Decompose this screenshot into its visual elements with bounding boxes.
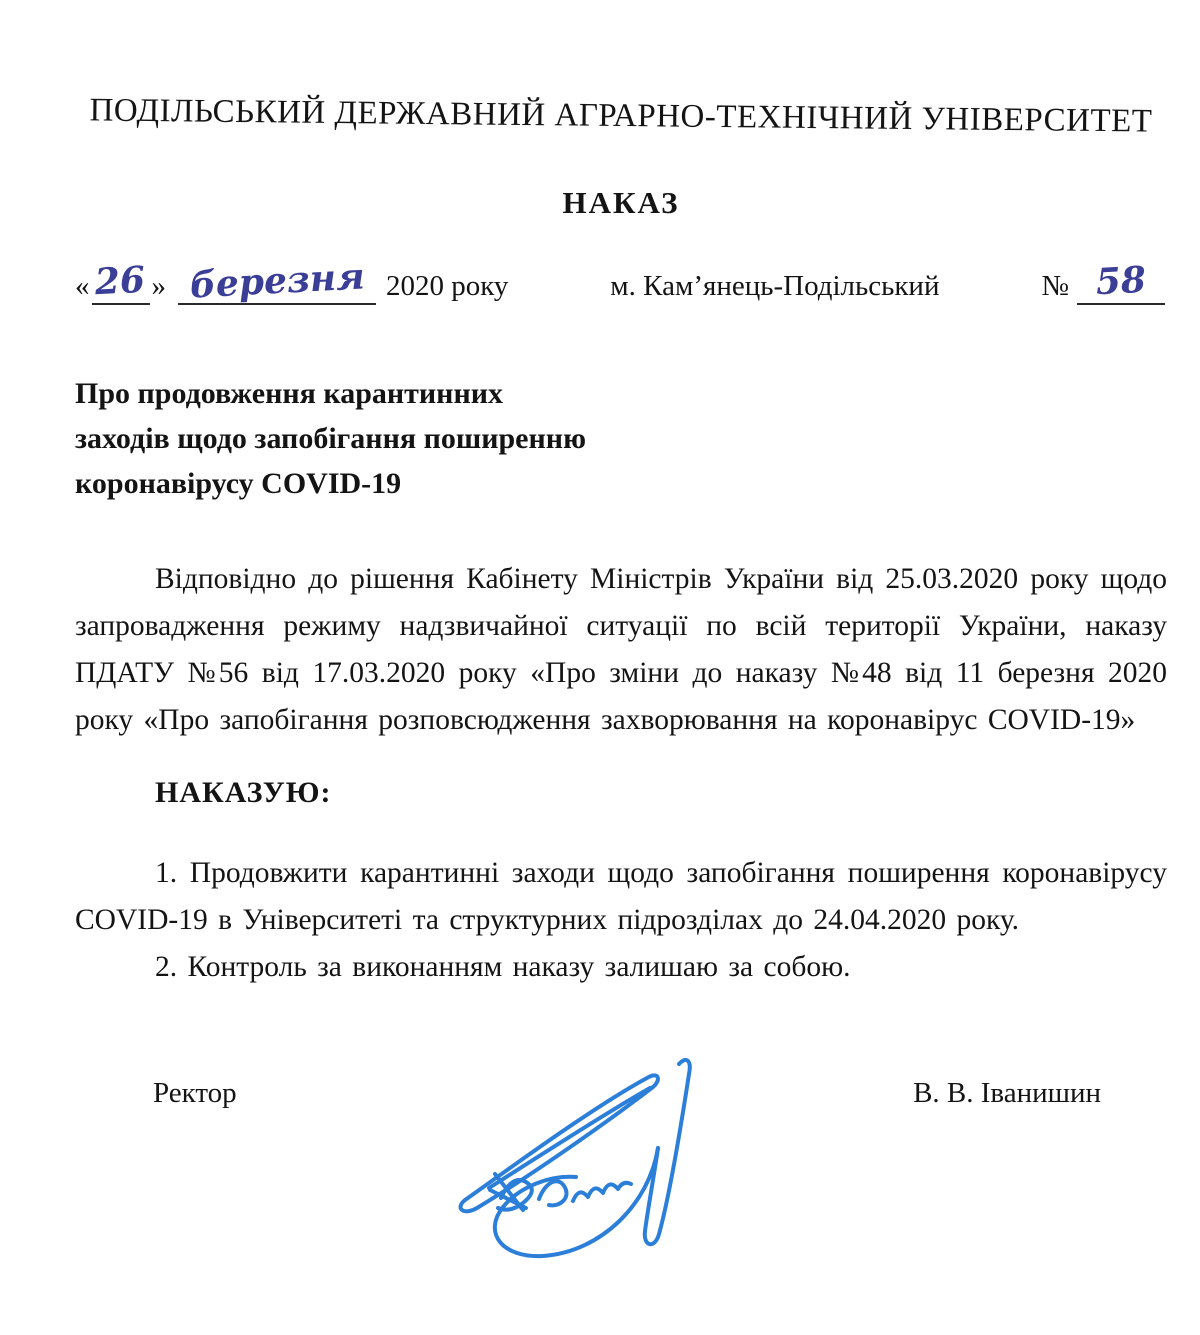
handwritten-number: 58: [1094, 258, 1147, 304]
signer-role-label: Ректор: [153, 1077, 237, 1109]
month-blank: [178, 255, 376, 307]
quote-open: «: [75, 270, 90, 302]
subject-line-2: заходів щодо запобігання поширенню: [75, 422, 586, 455]
preamble-paragraph: Відповідно до рішення Кабінету Міністрів України від 25.03.2020 року щодо запровадження режиму надзвичайної ситуації по всій території України, наказу ПДАТУ №56 від 17.03.2020 року «Про зміни до наказу №48 від 11 березня 2020 року «Про запобігання розповсюдження захворювання на коронавірус COVID-19»: [75, 563, 1167, 736]
document-content: [75, 0, 1167, 1110]
day-blank: [92, 258, 150, 305]
document-type-title: НАКАЗ: [562, 185, 680, 220]
date-field: [75, 255, 509, 307]
subject-line-3: коронавірусу COVID-19: [75, 467, 402, 500]
handwritten-month: березня: [188, 255, 366, 307]
order-item-2: 2. Контроль за виконанням наказу залишаю за собою.: [155, 951, 851, 983]
subject-block: [75, 371, 1167, 506]
number-sign: №: [1041, 270, 1069, 302]
number-blank: [1077, 258, 1165, 305]
order-item-1: 1. Продовжити карантинні заходи щодо запобігання поширення коронавірусу COVID-19 в Університеті та структурних підрозділах до 24.04.2020 року.: [75, 857, 1167, 936]
signer-name-label: В. В. Іванишин: [913, 1077, 1101, 1109]
date-line: [75, 255, 1167, 327]
order-items: [75, 850, 1167, 991]
university-name: ПОДІЛЬСЬКИЙ ДЕРЖАВНИЙ АГРАРНО-ТЕХНІЧНИЙ УНІВЕРСИТЕТ: [89, 92, 1153, 140]
signature-row: [75, 1077, 1167, 1110]
year-label: 2020 року: [386, 270, 509, 302]
subject-line-1: Про продовження карантинних: [75, 377, 504, 410]
order-verb: НАКАЗУЮ:: [155, 776, 332, 809]
handwritten-day: 26: [94, 258, 147, 304]
city-label: м. Кам’янець-Подільський: [610, 270, 940, 302]
order-number-field: [1041, 258, 1167, 305]
quote-close: »: [151, 270, 166, 302]
